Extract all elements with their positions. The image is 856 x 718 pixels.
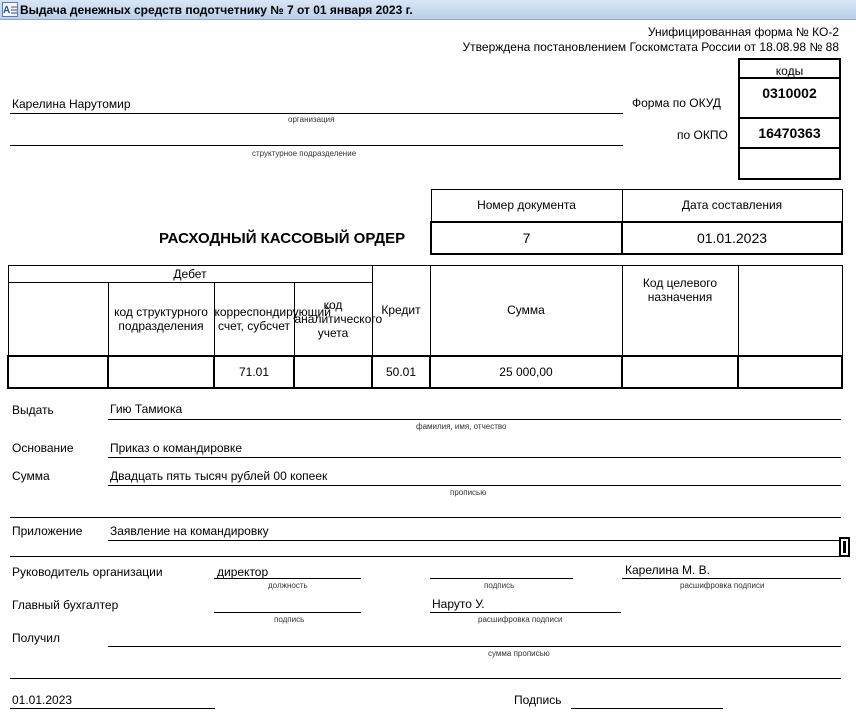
accountant-signature-line xyxy=(214,612,361,613)
document-number[interactable]: 7 xyxy=(431,222,622,254)
credit-header: Кредит xyxy=(372,266,430,356)
issue-caption: фамилия, имя, отчество xyxy=(416,422,507,431)
row-department-code[interactable] xyxy=(108,356,214,388)
row-blank[interactable] xyxy=(8,356,108,388)
extra-header xyxy=(738,266,842,356)
text-cursor-indicator xyxy=(839,537,850,557)
sum-label: Сумма xyxy=(12,469,50,483)
department-code-header: код структурного подразделения xyxy=(108,283,214,356)
organization-caption: организация xyxy=(288,115,335,124)
okud-label: Форма по ОКУД xyxy=(632,96,721,110)
okud-cell xyxy=(740,77,839,107)
basis-value[interactable]: Приказ о командировке xyxy=(110,441,242,455)
sum-line-2 xyxy=(10,517,841,518)
accountant-label: Главный бухгалтер xyxy=(12,598,119,612)
issue-line xyxy=(108,419,841,420)
codes-label: коды xyxy=(775,64,804,78)
attachment-label: Приложение xyxy=(12,524,83,538)
date-header: Дата составления xyxy=(622,190,842,222)
attachment-line xyxy=(108,540,841,541)
accountant-name[interactable]: Наруто У. xyxy=(432,597,485,611)
organization-name[interactable]: Карелина Нарутомир xyxy=(12,97,131,111)
form-approval: Утверждена постановлением Госкомстата России от 18.08.98 № 88 xyxy=(462,40,839,54)
analytic-code-header: код аналитического учета xyxy=(294,283,372,356)
head-position[interactable]: директор xyxy=(217,565,269,579)
svg-text:A: A xyxy=(3,5,11,16)
position-caption: должность xyxy=(268,581,308,590)
organization-line xyxy=(10,113,623,114)
okpo-label: по ОКПО xyxy=(677,128,728,142)
footer-sign-label: Подпись xyxy=(514,693,562,707)
okpo-cell xyxy=(740,117,839,147)
department-caption: структурное подразделение xyxy=(252,149,357,158)
head-label: Руководитель организации xyxy=(12,565,163,579)
okud-value[interactable]: 0310002 xyxy=(762,85,817,101)
row-amount[interactable]: 25 000,00 xyxy=(430,356,622,388)
sum-value[interactable]: Двадцать пять тысяч рублей 00 копеек xyxy=(110,469,328,483)
number-header: Номер документа xyxy=(431,190,622,222)
head-name-line xyxy=(622,578,841,579)
window-title: Выдача денежных средств подотчетнику № 7 от 01 января 2023 г. xyxy=(20,3,413,17)
sum-caption: прописью xyxy=(450,488,487,497)
basis-label: Основание xyxy=(12,441,74,455)
department-line xyxy=(10,145,623,146)
basis-line xyxy=(108,457,841,458)
attachment-value[interactable]: Заявление на командировку xyxy=(110,524,269,538)
received-caption: сумма прописью xyxy=(488,649,550,658)
codes-box xyxy=(738,58,841,180)
issue-value[interactable]: Гию Тамиока xyxy=(110,402,183,416)
received-label: Получил xyxy=(12,631,60,645)
accountant-name-line xyxy=(430,612,621,613)
accountant-signature-caption: подпись xyxy=(274,615,305,624)
row-credit[interactable]: 50.01 xyxy=(372,356,430,388)
report-document-icon xyxy=(2,2,18,17)
received-line xyxy=(108,646,841,647)
corr-account-header: корреспондирующий счет, субсчет xyxy=(214,283,294,356)
head-signature-line xyxy=(430,578,573,579)
debit-header: Дебет xyxy=(8,266,372,283)
row-extra[interactable] xyxy=(738,356,842,388)
footer-date-line xyxy=(10,708,215,709)
okpo-value[interactable]: 16470363 xyxy=(758,125,821,141)
document-date[interactable]: 01.01.2023 xyxy=(622,222,842,254)
head-decode-caption: расшифровка подписи xyxy=(680,581,765,590)
row-corr-account[interactable]: 71.01 xyxy=(214,356,294,388)
received-line-2 xyxy=(10,678,841,679)
blank-header xyxy=(8,283,108,356)
empty-code-cell xyxy=(740,147,839,178)
accounting-table xyxy=(7,265,843,389)
target-code-header: Код целевого назначения xyxy=(622,266,738,356)
form-name: Унифицированная форма № КО-2 xyxy=(647,25,839,39)
window-titlebar xyxy=(0,0,856,20)
document-id-table xyxy=(430,189,843,255)
amount-header: Сумма xyxy=(430,266,622,356)
document-title: РАСХОДНЫЙ КАССОВЫЙ ОРДЕР xyxy=(159,230,406,247)
attachment-line-2 xyxy=(10,556,841,557)
head-position-line xyxy=(214,578,361,579)
footer-date[interactable]: 01.01.2023 xyxy=(12,693,73,707)
head-signature-caption: подпись xyxy=(484,581,515,590)
issue-label: Выдать xyxy=(12,403,54,417)
sum-line xyxy=(108,485,841,486)
row-analytic-code[interactable] xyxy=(294,356,372,388)
footer-sign-line xyxy=(571,708,723,709)
head-name[interactable]: Карелина М. В. xyxy=(625,563,710,577)
row-target-code[interactable] xyxy=(622,356,738,388)
accountant-decode-caption: расшифровка подписи xyxy=(478,615,563,624)
